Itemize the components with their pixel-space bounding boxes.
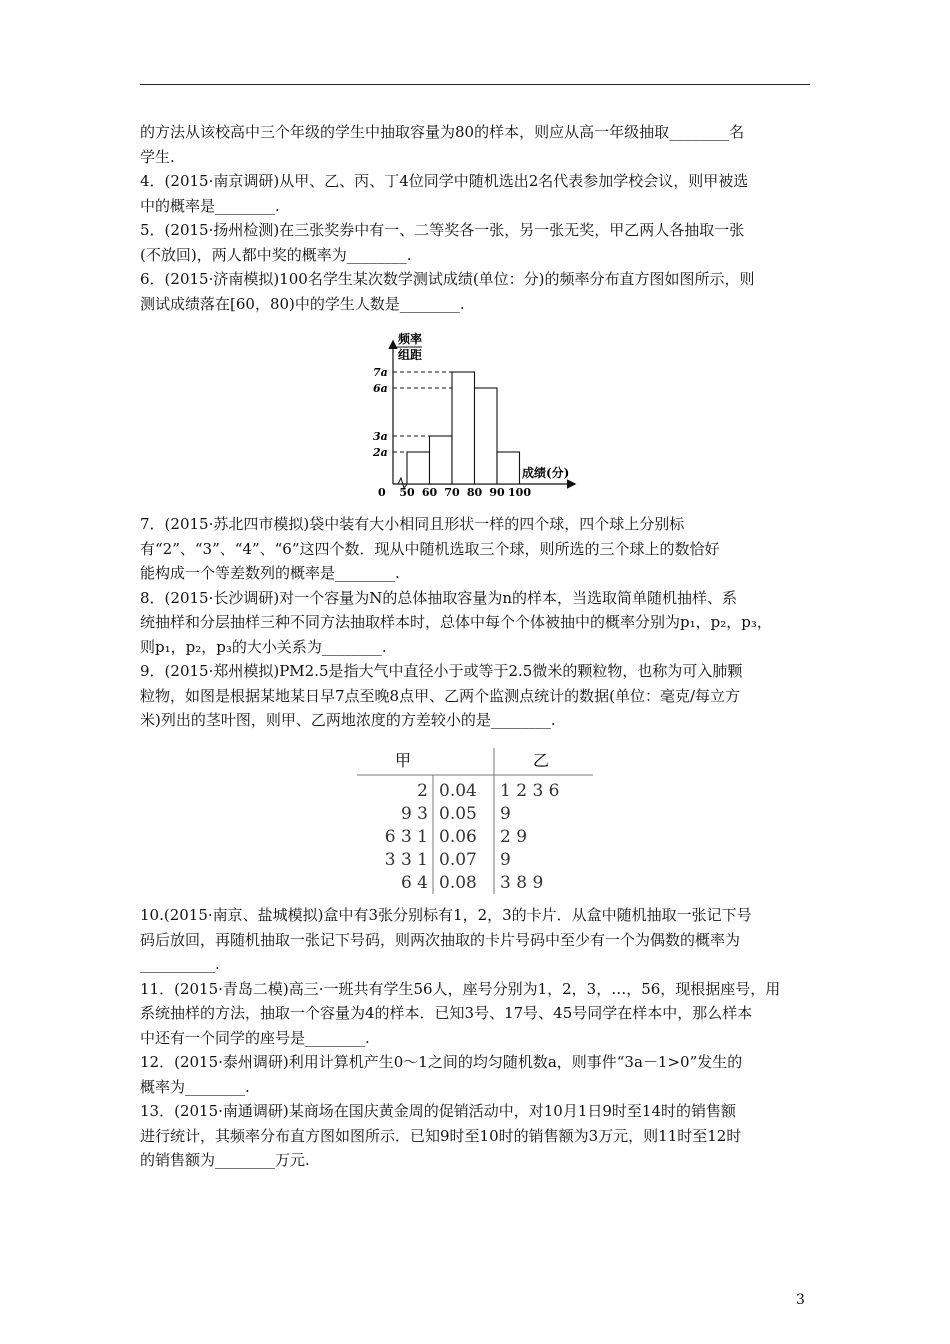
stem-leaf-header-left: 甲: [395, 751, 412, 770]
y-tick-label: 6a: [373, 382, 388, 395]
text-line: 11．(2015·青岛二模)高三·一班共有学生56人，座号分别为1，2，3，…，56，现根据座号，用: [140, 979, 781, 998]
leaves-left: 3 3 1: [384, 850, 428, 870]
text-line: 则p₁，p₂，p₃的大小关系为________.: [140, 637, 387, 656]
text-line: 13．(2015·南通调研)某商场在国庆黄金周的促销活动中，对10月1日9时至14时的销售额: [140, 1102, 736, 1120]
x-tick-label: 60: [421, 486, 438, 499]
text-line: 9．(2015·郑州模拟)PM2.5是指大气中直径小于或等于2.5微米的颗粒物，也称为可入肺颗: [140, 662, 743, 680]
text-line: 10.(2015·南京、盐城模拟)盒中有3张分别标有1，2，3的卡片．从盒中随机抽取一张记下号: [140, 906, 752, 924]
text-line: 12．(2015·泰州调研)利用计算机产生0～1之间的均匀随机数a，则事件“3a－1>0”发生的: [140, 1053, 743, 1071]
leaves-right: 9: [500, 804, 511, 824]
text-block-problems-10-13: [140, 903, 815, 1173]
stem-leaf-row: [401, 873, 543, 893]
y-tick-label: 7a: [373, 366, 388, 379]
text-block-problems-3-6: [140, 120, 815, 316]
text-line: 码后放回，再随机抽取一张记下号码，则两次抽取的卡片号码中至少有一个为偶数的概率为: [140, 930, 741, 949]
x-tick-label: 70: [444, 486, 460, 499]
histogram-bar: [407, 452, 430, 484]
stem-value: 0.08: [439, 873, 477, 893]
text-line: 中还有一个同学的座号是________.: [140, 1028, 370, 1047]
text-line: 4．(2015·南京调研)从甲、乙、丙、丁4位同学中随机选出2名代表参加学校会议，则甲被选: [140, 172, 749, 190]
y-axis-label-top: 频率: [398, 332, 423, 346]
leaves-left: 6 4: [400, 873, 428, 893]
leaves-right: 3 8 9: [500, 873, 544, 893]
stem-value: 0.04: [439, 781, 477, 801]
text-line: 统抽样和分层抽样三种不同方法抽取样本时，总体中每个个体被抽中的概率分别为p₁，p₂，p₃，: [140, 613, 772, 631]
stem-value: 0.07: [439, 850, 477, 870]
text-line: (不放回)，两人都中奖的概率为________.: [140, 245, 412, 264]
text-block-problems-7-9: [140, 512, 815, 733]
histogram-bar: [452, 372, 475, 484]
header-rule: [140, 84, 810, 85]
leaves-right: 2 9: [500, 827, 528, 847]
origin-label: 0: [378, 486, 386, 499]
text-line: 测试成绩落在[60，80)中的学生人数是________.: [140, 294, 465, 313]
text-line: 5．(2015·扬州检测)在三张奖券中有一、二等奖各一张，另一张无奖，甲乙两人各抽取一张: [140, 221, 745, 239]
leaves-left: 2: [417, 781, 428, 801]
text-line: 中的概率是________.: [140, 196, 280, 215]
stem-value: 0.05: [439, 804, 477, 824]
text-line: 有“2”、“3”、“4”、“6”这四个数．现从中随机选取三个球，则所选的三个球上的数恰好: [140, 539, 720, 558]
frequency-histogram: [360, 328, 590, 500]
text-line: __________.: [140, 955, 220, 973]
text-line: 8．(2015·长沙调研)对一个容量为N的总体抽取容量为n的样本，当选取简单随机抽样、系: [140, 588, 737, 607]
histogram-bar: [475, 388, 498, 484]
stem-leaf-header-right: 乙: [533, 751, 550, 770]
x-tick-label: 80: [466, 486, 483, 499]
text-line: 学生.: [140, 147, 175, 166]
x-tick-label: 50: [399, 486, 415, 499]
y-tick-label: 2a: [373, 446, 388, 459]
text-line: 能构成一个等差数列的概率是________.: [140, 564, 400, 582]
stem-value: 0.06: [439, 827, 477, 847]
x-tick-label: 100: [508, 486, 531, 499]
text-line: 系统抽样的方法，抽取一个容量为4的样本．已知3号、17号、45号同学在样本中，那么样本: [140, 1004, 753, 1022]
text-line: 6．(2015·济南模拟)100名学生某次数学测试成绩(单位：分)的频率分布直方图如图所示，则: [140, 270, 755, 288]
leaves-left: 6 3 1: [384, 827, 428, 847]
x-tick-label: 90: [489, 486, 505, 499]
leaves-right: 1 2 3 6: [500, 781, 560, 801]
page-number: 3: [796, 1292, 805, 1308]
stem-leaf-row: [385, 850, 511, 870]
stem-leaf-plot: [357, 748, 593, 894]
text-line: 进行统计，其频率分布直方图如图所示．已知9时至10时的销售额为3万元，则11时至12时: [140, 1126, 742, 1145]
x-axis-label: 成绩(分): [522, 466, 570, 480]
histogram-bar: [497, 452, 520, 484]
y-tick-label: 3a: [373, 430, 388, 443]
text-line: 粒物，如图是根据某地某日早7点至晚8点甲、乙两个监测点统计的数据(单位：毫克/每立方: [140, 686, 740, 705]
text-line: 米)列出的茎叶图，则甲、乙两地浓度的方差较小的是________.: [140, 711, 556, 729]
text-line: 的销售额为________万元.: [140, 1151, 310, 1169]
y-axis-label-bottom: 组距: [398, 348, 423, 362]
stem-leaf-row: [385, 827, 527, 847]
text-line: 的方法从该校高中三个年级的学生中抽取容量为80的样本，则应从高一年级抽取________名: [140, 123, 745, 141]
stem-leaf-row: [417, 781, 559, 801]
text-line: 7．(2015·苏北四市模拟)袋中装有大小相同且形状一样的四个球，四个球上分别标: [140, 515, 685, 533]
text-line: 概率为________.: [140, 1077, 250, 1096]
leaves-left: 9 3: [400, 804, 428, 824]
histogram-bar: [430, 436, 453, 484]
leaves-right: 9: [500, 850, 511, 870]
